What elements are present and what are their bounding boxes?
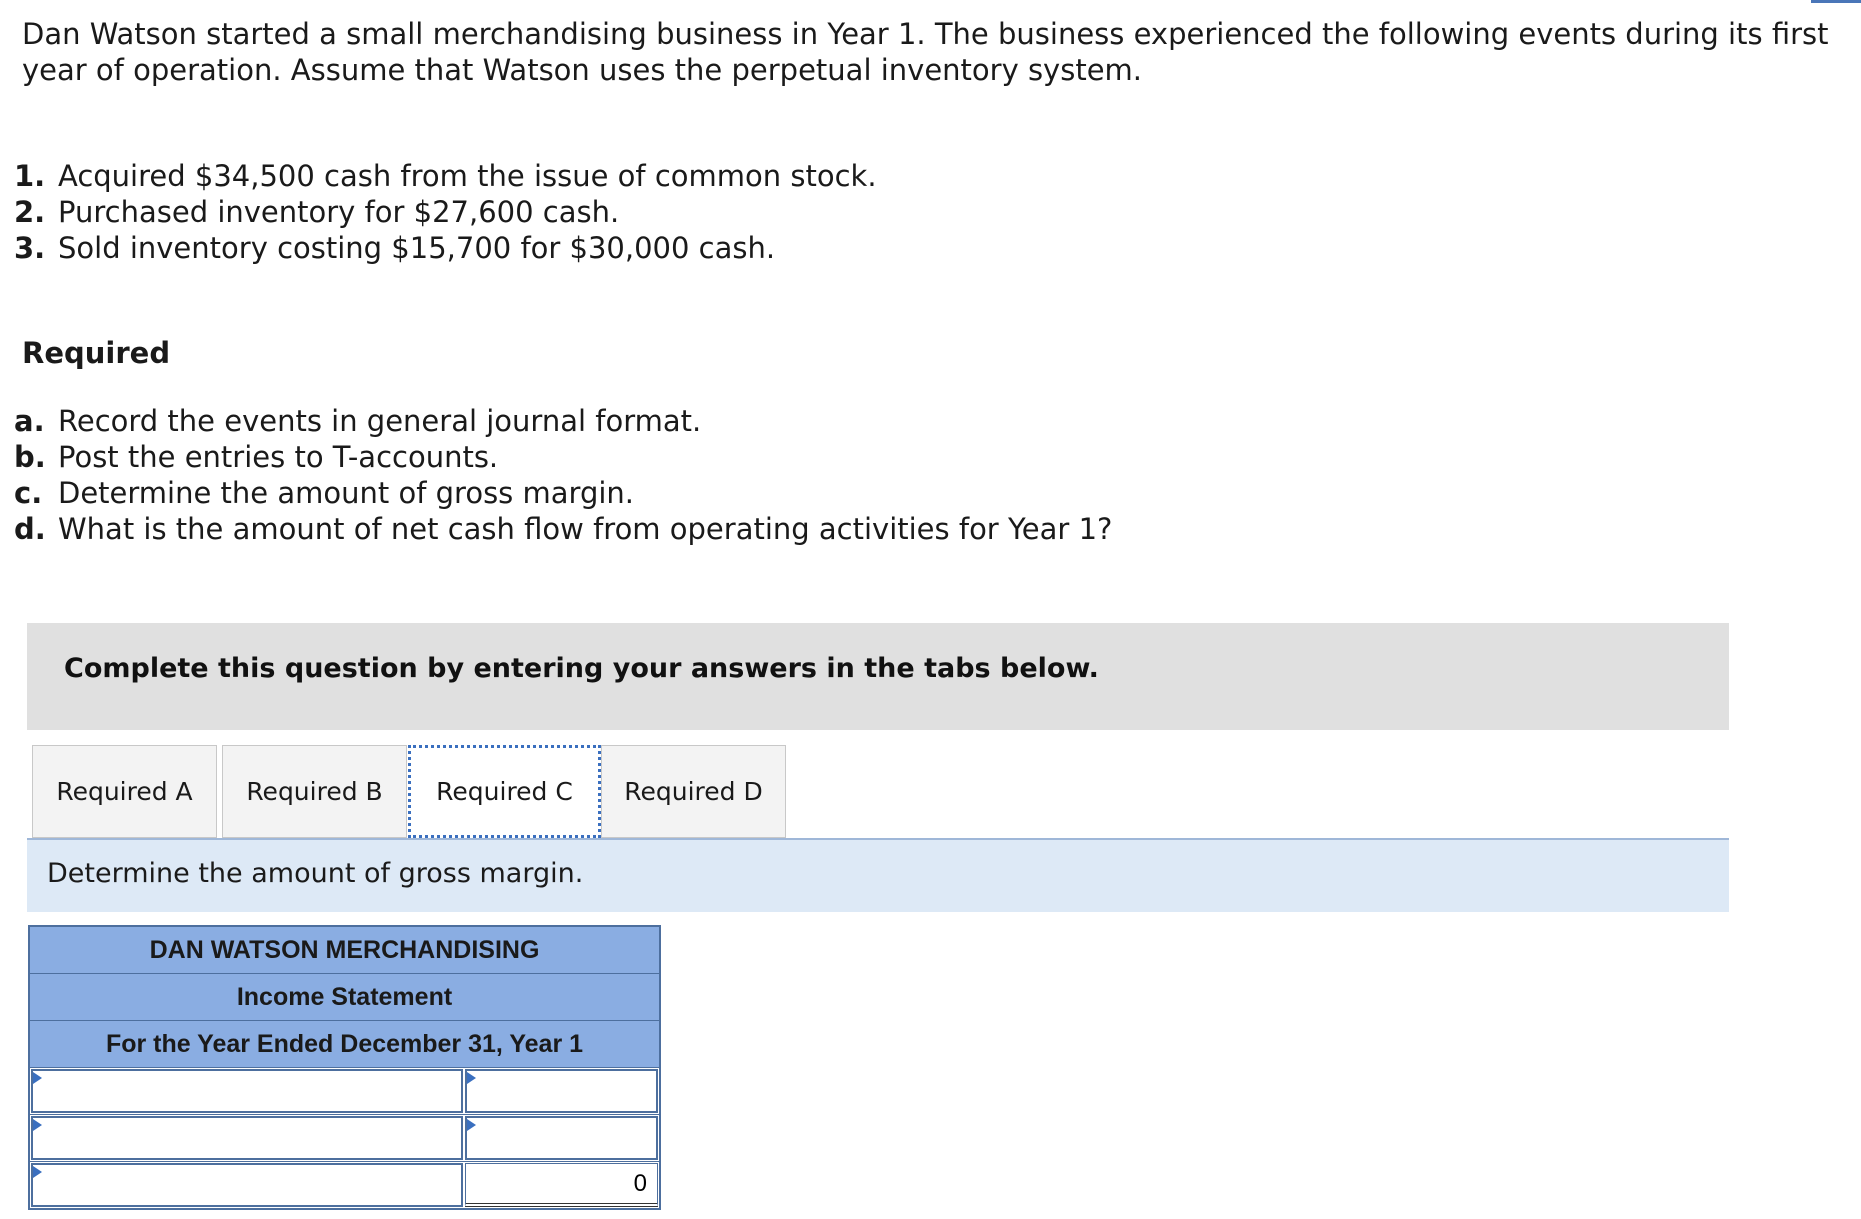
row-amount-input[interactable]	[467, 1118, 656, 1158]
row-amount-cell	[465, 1069, 658, 1113]
requirement-item: d. What is the amount of net cash flow from operating activities for Year 1?	[14, 512, 1113, 546]
tab-required-d[interactable]: Required D	[601, 745, 786, 838]
instruction-text: Complete this question by entering your answers in the tabs below.	[64, 653, 1099, 684]
instruction-banner	[27, 623, 1729, 730]
requirement-item: c. Determine the amount of gross margin.	[14, 476, 635, 510]
row-amount-input[interactable]	[467, 1071, 656, 1111]
statement-company: DAN WATSON MERCHANDISING	[30, 927, 659, 974]
statement-row-total	[30, 1162, 659, 1208]
gross-margin-total-value	[466, 1164, 657, 1203]
statement-period: For the Year Ended December 31, Year 1	[30, 1021, 659, 1068]
row-label-input[interactable]	[33, 1118, 461, 1158]
income-statement	[28, 925, 661, 1210]
dropdown-marker-icon	[33, 1072, 42, 1084]
problem-intro: Dan Watson started a small merchandising business in Year 1. The business experienced the following events during its first year of operation. Assume that Watson uses the perpetual inventory system.	[22, 17, 1829, 87]
tab-prompt-banner	[27, 840, 1729, 912]
row-label-input[interactable]	[33, 1071, 461, 1111]
events-list	[14, 158, 877, 266]
dropdown-marker-icon	[33, 1119, 42, 1131]
row-label-cell	[31, 1069, 463, 1113]
required-heading: Required	[22, 336, 171, 370]
row-amount-cell	[465, 1116, 658, 1160]
input-marker-icon	[467, 1119, 476, 1131]
event-item: 2. Purchased inventory for $27,600 cash.	[14, 195, 620, 229]
input-marker-icon	[467, 1072, 476, 1084]
tab-required-c[interactable]: Required C	[408, 745, 601, 838]
requirement-item: a. Record the events in general journal format.	[14, 404, 702, 438]
row-label-cell	[31, 1116, 463, 1160]
top-accent-bar	[1811, 0, 1861, 3]
requirement-item: b. Post the entries to T-accounts.	[14, 440, 499, 474]
gross-margin-total-cell	[465, 1163, 658, 1207]
dropdown-marker-icon	[33, 1166, 42, 1178]
statement-row	[30, 1115, 659, 1162]
tab-required-a[interactable]: Required A	[32, 745, 217, 838]
tab-required-b[interactable]: Required B	[222, 745, 407, 838]
statement-row	[30, 1068, 659, 1115]
requirements-list	[14, 403, 1112, 547]
gross-margin-label-input[interactable]	[33, 1165, 461, 1205]
event-item: 3. Sold inventory costing $15,700 for $30,000 cash.	[14, 231, 776, 265]
statement-title: Income Statement	[30, 974, 659, 1021]
tab-prompt-text: Determine the amount of gross margin.	[47, 858, 584, 889]
event-item: 1. Acquired $34,500 cash from the issue of common stock.	[14, 159, 877, 193]
row-label-cell	[31, 1163, 463, 1207]
